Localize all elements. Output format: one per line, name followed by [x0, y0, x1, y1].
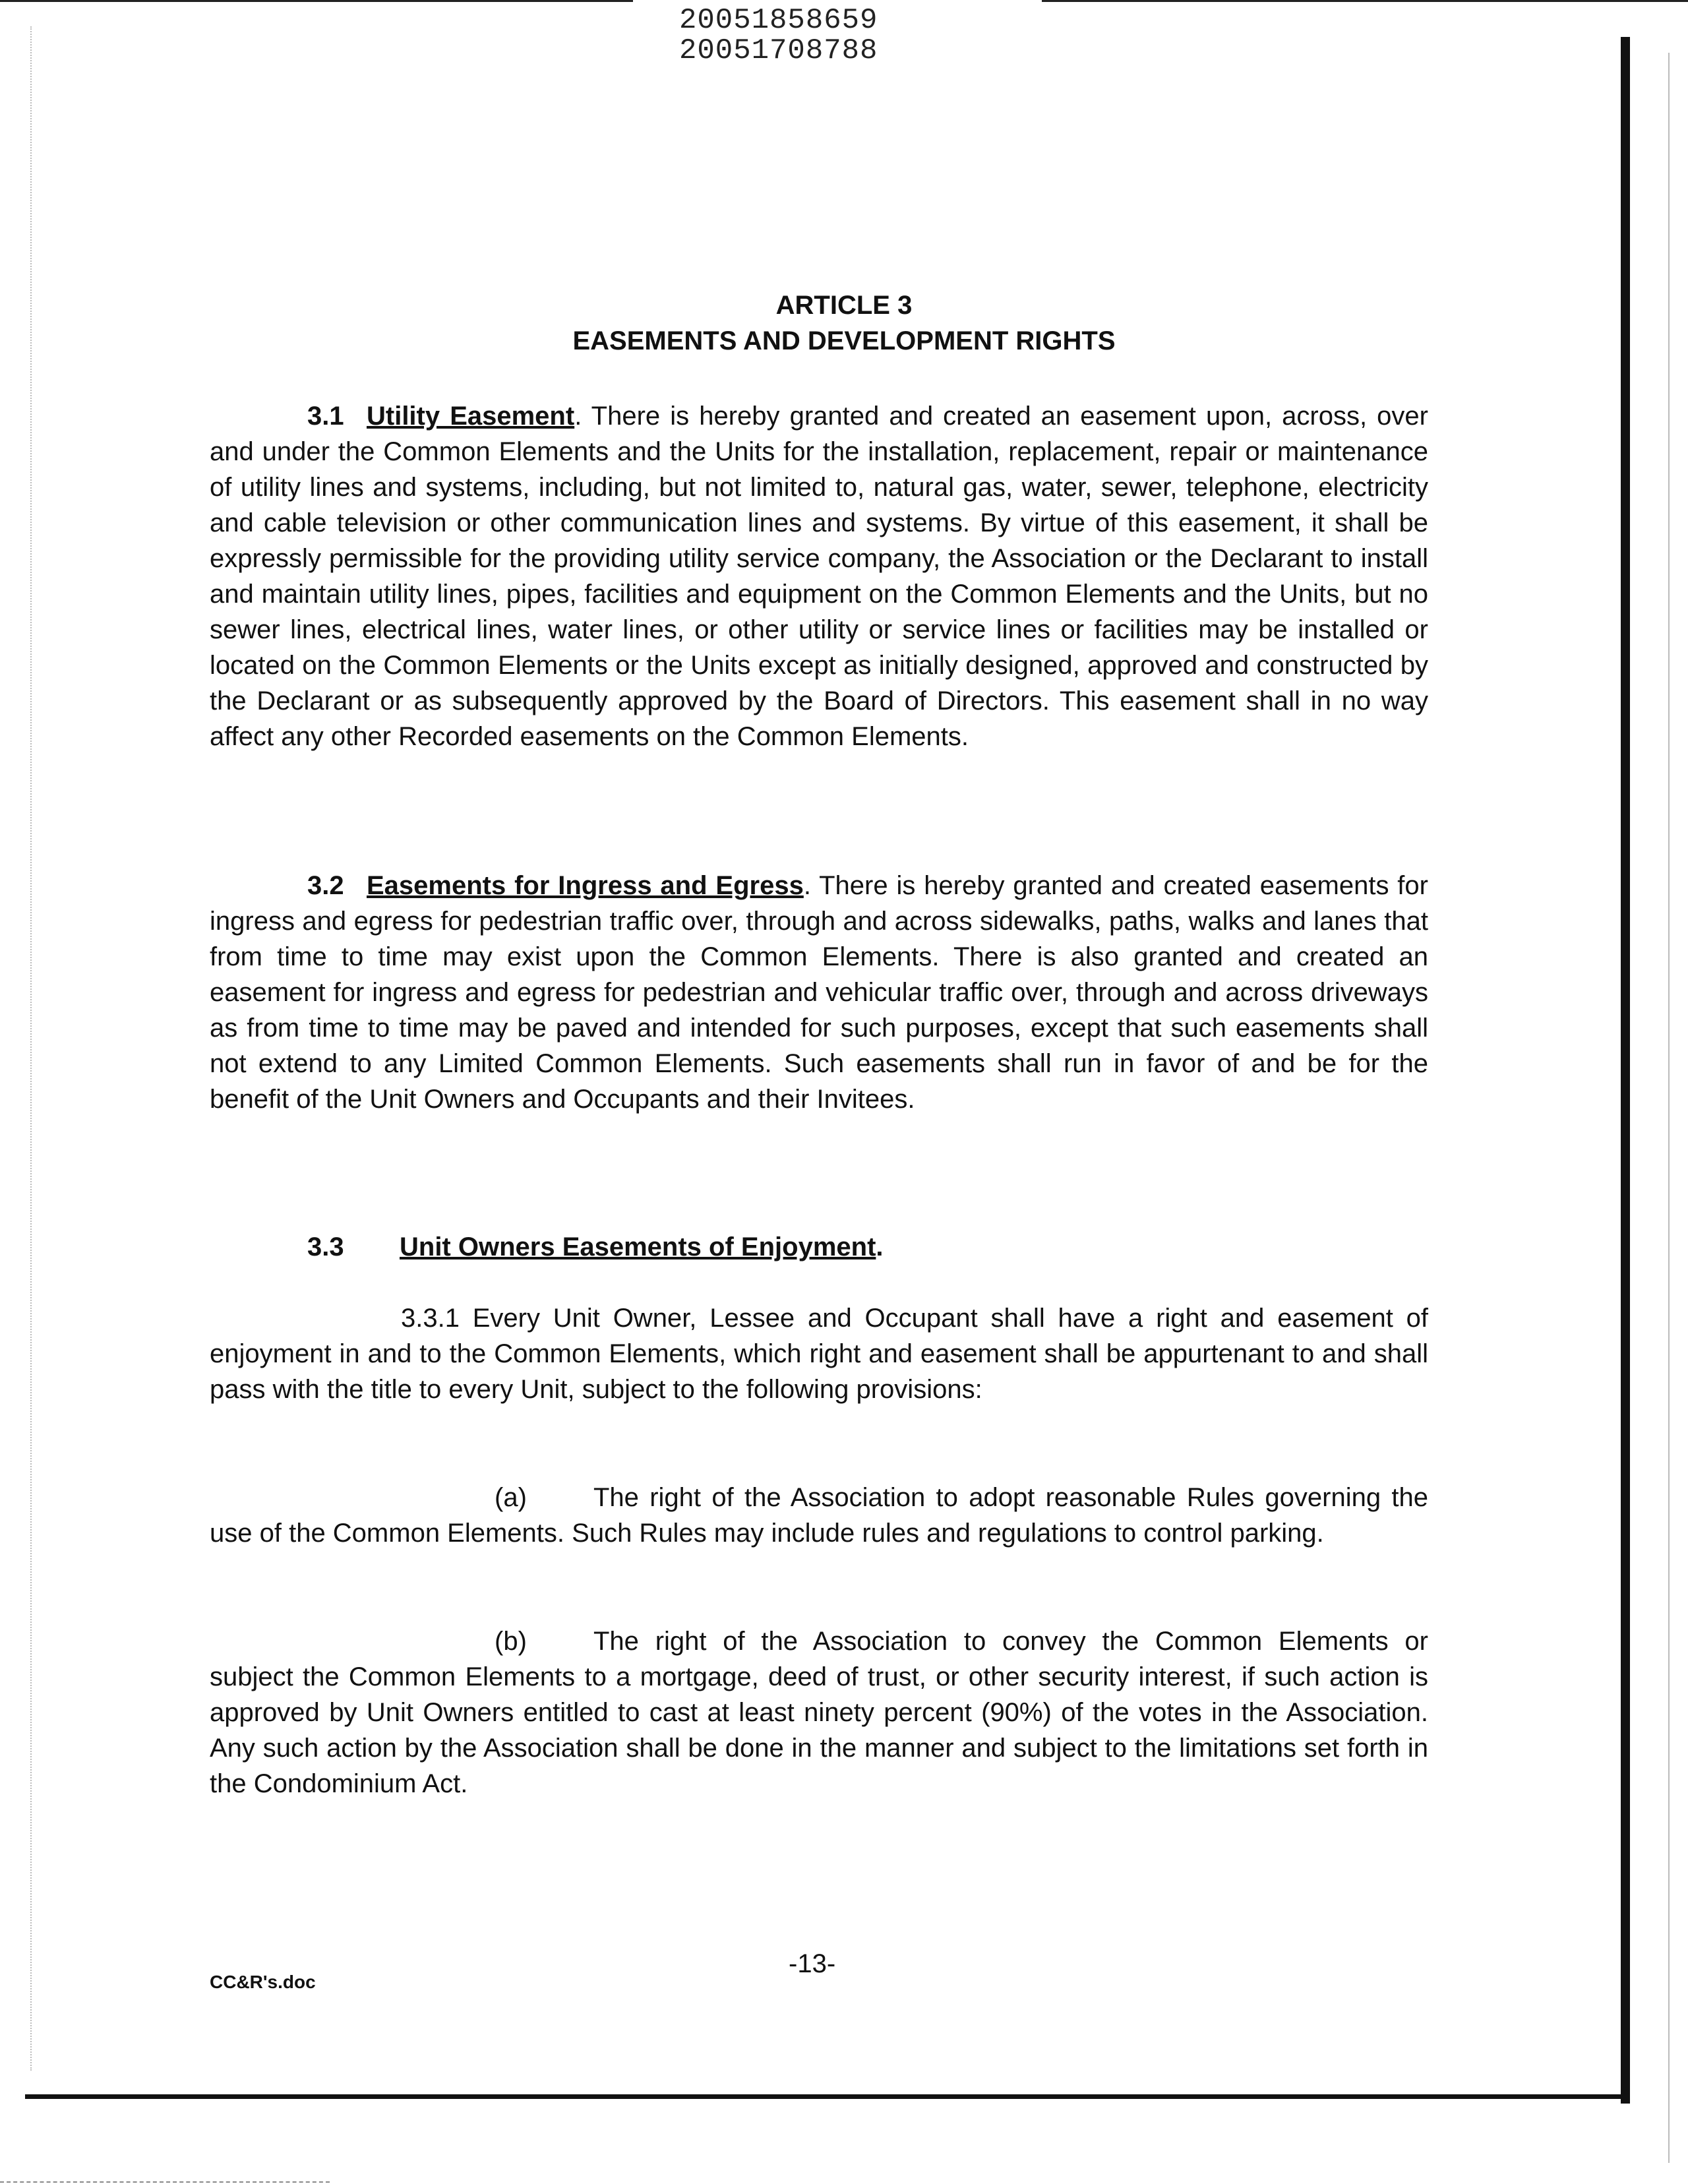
section-number: 3.3 [307, 1232, 344, 1261]
provision-body: The right of the Association to adopt reasonable Rules governing the use of the Common Elements. Such Rules may include rules and regulations to control parking. [210, 1483, 1428, 1548]
section-title: Utility Easement [367, 402, 575, 431]
top-border-left [0, 0, 633, 2]
scan-bottom-dash [0, 2181, 330, 2184]
subsection-number: 3.3.1 [401, 1304, 460, 1333]
section-title-period: . [876, 1232, 884, 1261]
scan-edge-line [1668, 53, 1670, 2163]
provision-a [210, 1480, 1428, 1551]
section-3-3-heading [307, 1229, 884, 1265]
section-title: Unit Owners Easements of Enjoyment [400, 1232, 876, 1261]
provision-body: The right of the Association to convey the Common Elements or subject the Common Elements to a mortgage, deed of trust, or other security interest, if such action is approved by Unit Owners entitled to cast at least ninety percent (90%) of the votes in the Association. Any such action by the Association shall be done in the manner and subject to the limitations set forth in the Condominium Act. [210, 1627, 1428, 1798]
section-number: 3.2 [307, 871, 344, 900]
article-title: EASEMENTS AND DEVELOPMENT RIGHTS [572, 326, 1116, 355]
recording-number-2: 20051708788 [679, 34, 878, 67]
provision-label: (a) [495, 1483, 527, 1512]
provision-label: (b) [495, 1627, 527, 1656]
section-body: . There is hereby granted and created an easement upon, across, over and under the Common Elements and the Units for the installation, replacement, repair or maintenance of utility lines and systems, including, but not limited to, natural gas, water, sewer, telephone, electricity and cable television or other communication lines and systems. By virtue of this easement, it shall be expressly permissible for the providing utility service company, the Association or the Declarant to install and maintain utility lines, pipes, facilities and equipment on the Common Elements and the Units, but no sewer lines, electrical lines, water lines, or other utility or service lines or facilities may be installed or located on the Common Elements or the Units except as initially designed, approved and constructed by the Declarant or as subsequently approved by the Board of Directors. This easement shall in no way affect any other Recorded easements on the Common Elements. [210, 402, 1428, 751]
recording-number-1: 20051858659 [679, 4, 878, 37]
recording-stamp [679, 5, 878, 66]
section-3-1 [210, 398, 1428, 754]
subsection-body: Every Unit Owner, Lessee and Occupant shall have a right and easement of enjoyment in and to the Common Elements, which right and easement shall be appurtenant to and shall pass with the title to every Unit, subject to the following provisions: [210, 1304, 1428, 1404]
section-3-2 [210, 868, 1428, 1117]
section-number: 3.1 [307, 402, 344, 431]
top-border-right [1042, 0, 1688, 2]
page-number: -13- [789, 1949, 836, 1978]
article-number: ARTICLE 3 [775, 291, 913, 320]
provision-b [210, 1623, 1428, 1802]
section-body: . There is hereby granted and created easements for ingress and egress for pedestrian traffic over, through and across sidewalks, paths, walks and lanes that from time to time may exist upon the Common Elements. There is also granted and created an easement for ingress and egress for pedestrian and vehicular traffic over, through and across driveways as from time to time may be paved and intended for such purposes, except that such easements shall not extend to any Limited Common Elements. Such easements shall run in favor of and be for the benefit of the Unit Owners and Occupants and their Invitees. [210, 871, 1428, 1114]
bottom-page-frame [25, 2094, 1630, 2099]
footer-filename: CC&R's.doc [210, 1972, 316, 1992]
section-3-3-1 [210, 1300, 1428, 1407]
section-title: Easements for Ingress and Egress [367, 871, 804, 900]
